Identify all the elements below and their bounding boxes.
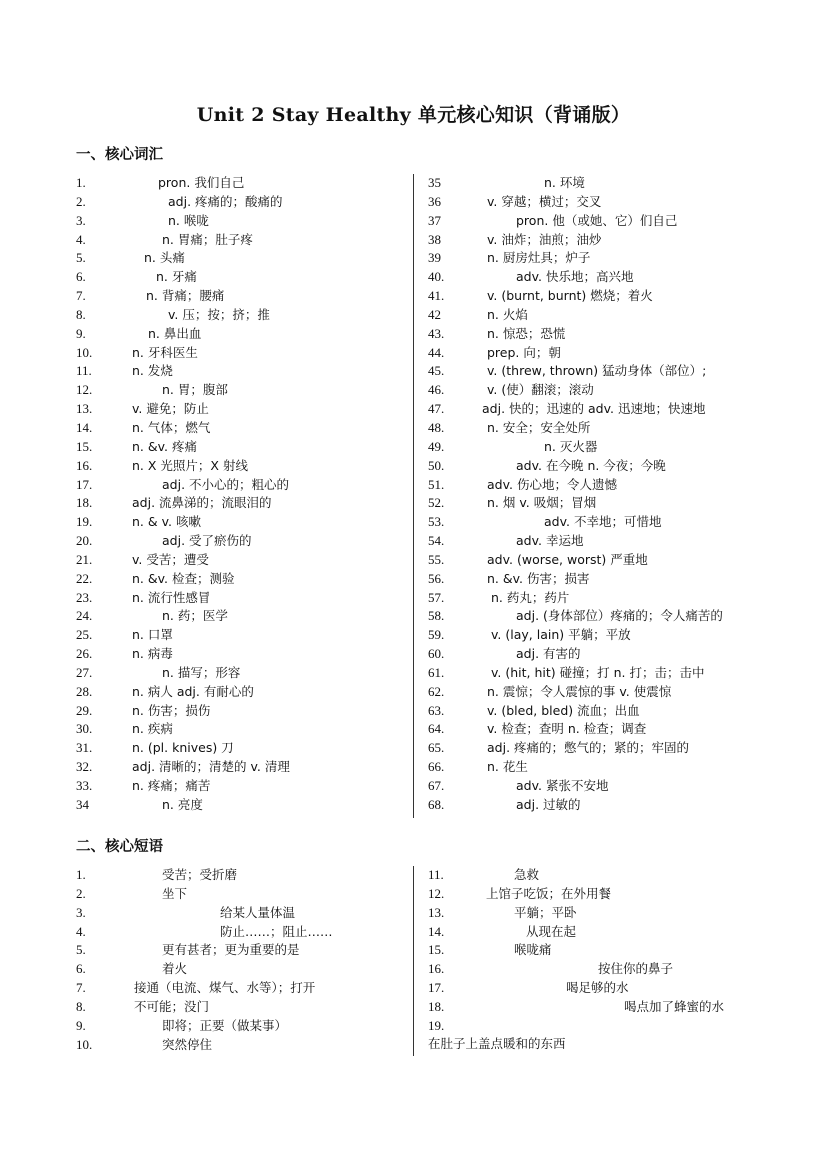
item-number: 13. [428, 904, 445, 920]
list-item [428, 362, 788, 381]
item-number: 18. [428, 998, 445, 1014]
item-number: 3. [76, 904, 86, 920]
item-text: 更有甚者；更为重要的是 [162, 942, 300, 958]
list-item [428, 287, 788, 306]
item-number: 35 [428, 175, 441, 190]
list-item [76, 664, 406, 683]
list-item [76, 362, 406, 381]
item-text: n. 牙痛 [156, 269, 197, 285]
item-text: n. 药丸；药片 [491, 589, 570, 605]
list-item [428, 998, 788, 1017]
item-number: 45. [428, 363, 445, 379]
item-number: 47. [428, 401, 445, 417]
item-text: 从现在起 [526, 923, 577, 939]
list-item [76, 979, 406, 998]
item-text: n. 安全；安全处所 [487, 419, 591, 435]
item-text: 即将；正要（做某事） [162, 1017, 288, 1033]
list-item [76, 904, 406, 923]
item-text: n. 流行性感冒 [132, 589, 211, 605]
item-number: 8. [76, 306, 86, 322]
item-text: n. 震惊；令人震惊的事 v. 使震惊 [487, 683, 672, 699]
list-item [428, 941, 788, 960]
item-text: n. 胃；腹部 [162, 382, 228, 398]
item-text: n. 药；医学 [162, 608, 228, 624]
phrase-list-left [76, 866, 406, 1054]
item-text: n. 疾病 [132, 721, 173, 737]
item-number: 4. [76, 231, 86, 247]
item-text: 按住你的鼻子 [598, 961, 674, 977]
item-number: 5. [76, 942, 86, 958]
list-item [76, 923, 406, 942]
item-text: adj. 流鼻涕的；流眼泪的 [132, 495, 272, 511]
list-item [76, 457, 406, 476]
item-text: 不可能；没门 [134, 998, 210, 1014]
item-number: 18. [76, 495, 93, 511]
item-number: 1. [76, 867, 86, 882]
item-text: 坐下 [162, 885, 188, 901]
item-number: 43. [428, 325, 445, 341]
item-number: 60. [428, 646, 445, 662]
list-item [428, 193, 788, 212]
item-text: 平躺；平卧 [514, 904, 577, 920]
list-item [76, 866, 406, 885]
item-number: 66. [428, 759, 445, 775]
item-number: 34 [76, 796, 89, 812]
item-text: n. 疼痛；痛苦 [132, 778, 211, 793]
item-number: 12. [76, 382, 93, 398]
item-text: v. (lay, lain) 平躺；平放 [491, 627, 631, 643]
item-number: 41. [428, 288, 445, 304]
item-number: 10. [76, 344, 93, 360]
item-text: adv. (worse, worst) 严重地 [487, 551, 648, 567]
item-number: 15. [428, 942, 445, 958]
item-number: 19. [76, 514, 93, 530]
list-item [428, 400, 788, 419]
item-text: v. 检查；查明 n. 检查；调查 [487, 721, 647, 737]
item-number: 63. [428, 702, 445, 718]
item-number: 64. [428, 721, 445, 737]
item-number: 22. [76, 570, 93, 586]
item-number: 21. [76, 551, 93, 567]
list-item [76, 268, 406, 287]
item-text: n. 惊恐；恐慌 [487, 325, 566, 341]
item-number: 49. [428, 438, 445, 454]
item-text: adv. 幸运地 [516, 533, 584, 549]
item-number: 6. [76, 269, 86, 285]
item-number: 23. [76, 589, 93, 605]
item-number: 8. [76, 998, 86, 1014]
item-text: adj. 过敏的 [516, 796, 581, 812]
item-text: 受苦；受折磨 [162, 867, 238, 882]
list-item [428, 758, 788, 777]
list-item [428, 532, 788, 551]
list-item [76, 720, 406, 739]
item-number: 42 [428, 306, 441, 322]
list-item [428, 381, 788, 400]
item-number: 12. [428, 885, 445, 901]
item-number: 48. [428, 419, 445, 435]
list-item [76, 476, 406, 495]
item-text: n. 气体；燃气 [132, 419, 211, 435]
item-text: n. 伤害；损伤 [132, 702, 211, 718]
item-text: 喝足够的水 [566, 980, 629, 996]
item-number: 11. [428, 867, 444, 882]
list-item [76, 758, 406, 777]
item-number: 19. [428, 1017, 445, 1033]
item-text: n. 发烧 [132, 363, 173, 379]
list-item [76, 796, 406, 815]
item-number: 3. [76, 212, 86, 228]
item-text: n. (pl. knives) 刀 [132, 740, 234, 756]
item-number: 53. [428, 514, 445, 530]
item-number: 39 [428, 250, 441, 266]
item-text: n. 牙科医生 [132, 344, 198, 360]
item-text: adj. 疼痛的；酸痛的 [168, 193, 283, 209]
item-number: 25. [76, 627, 93, 643]
list-item [428, 923, 788, 942]
phrase-continuation-text: 在肚子上盖点暖和的东西 [428, 1036, 566, 1051]
item-text: v. 压；按；挤；推 [168, 306, 270, 322]
item-text: 喉咙痛 [514, 942, 552, 958]
item-text: adv. 不幸地；可惜地 [544, 514, 662, 530]
list-item [428, 607, 788, 626]
item-text: 上馆子吃饭；在外用餐 [486, 885, 612, 901]
list-item [76, 212, 406, 231]
item-text: n. 口罩 [132, 627, 173, 643]
item-text: v. 避免；防止 [132, 401, 209, 417]
list-item [428, 1017, 788, 1036]
list-item [428, 720, 788, 739]
list-item [76, 419, 406, 438]
list-item [428, 513, 788, 532]
list-item [428, 212, 788, 231]
item-text: 喝点加了蜂蜜的水 [624, 998, 725, 1014]
item-number: 6. [76, 961, 86, 977]
list-item [76, 607, 406, 626]
item-text: adj. 受了瘀伤的 [162, 533, 252, 549]
list-item [76, 645, 406, 664]
list-item [76, 739, 406, 758]
column-divider-vocabulary [413, 174, 414, 818]
list-item [428, 306, 788, 325]
list-item [428, 904, 788, 923]
item-number: 46. [428, 382, 445, 398]
item-text: n. X 光照片；X 射线 [132, 457, 248, 473]
item-number: 58. [428, 608, 445, 624]
item-text: n. 亮度 [162, 796, 203, 812]
item-number: 10. [76, 1036, 93, 1052]
item-number: 2. [76, 193, 86, 209]
list-item [76, 381, 406, 400]
item-text: n. 烟 v. 吸烟；冒烟 [487, 495, 597, 511]
item-number: 36 [428, 193, 441, 209]
list-item [428, 476, 788, 495]
item-text: v. 受苦；遭受 [132, 551, 209, 567]
item-text: adj. 快的；迅速的 adv. 迅速地；快速地 [482, 401, 706, 417]
item-number: 7. [76, 288, 86, 304]
item-number: 65. [428, 740, 445, 756]
item-text: adj. (身体部位）疼痛的；令人痛苦的 [516, 608, 723, 624]
item-number: 5. [76, 250, 86, 266]
item-number: 7. [76, 980, 86, 996]
item-text: 给某人量体温 [220, 904, 296, 920]
list-item [428, 457, 788, 476]
item-text: adj. 有害的 [516, 646, 581, 662]
list-item [76, 174, 406, 193]
item-number: 30. [76, 721, 93, 737]
list-item [76, 683, 406, 702]
item-text: v. (threw, thrown) 猛动身体（部位）; [487, 363, 707, 379]
item-number: 9. [76, 1017, 86, 1033]
list-item [428, 344, 788, 363]
item-text: n. 鼻出血 [148, 325, 202, 341]
item-text: n. 花生 [487, 759, 528, 775]
item-text: n. &v. 伤害；损害 [487, 570, 590, 586]
list-item [76, 438, 406, 457]
item-number: 56. [428, 570, 445, 586]
item-number: 32. [76, 759, 93, 775]
item-text: v. (burnt, burnt) 燃烧；着火 [487, 288, 653, 304]
list-item [76, 287, 406, 306]
item-number: 52. [428, 495, 445, 511]
list-item [76, 551, 406, 570]
item-text: adv. 在今晚 n. 今夜；今晚 [516, 457, 666, 473]
list-item [428, 960, 788, 979]
list-item [428, 419, 788, 438]
item-number: 31. [76, 740, 93, 756]
list-item [76, 344, 406, 363]
page-title: Unit 2 Stay Healthy 单元核心知识（背诵版） [196, 104, 631, 126]
item-number: 14. [76, 419, 93, 435]
item-number: 37 [428, 212, 441, 228]
item-text: 接通（电流、煤气、水等）；打开 [134, 980, 316, 996]
item-number: 55. [428, 551, 445, 567]
list-item [428, 570, 788, 589]
list-item [428, 231, 788, 250]
item-number: 27. [76, 664, 93, 680]
item-text: n. &v. 检查；测验 [132, 570, 235, 586]
list-item [428, 249, 788, 268]
item-number: 59. [428, 627, 445, 643]
list-item [76, 777, 406, 796]
item-number: 50. [428, 457, 445, 473]
item-number: 54. [428, 533, 445, 549]
item-text: v. 油炸；油煎；油炒 [487, 231, 602, 247]
list-item [76, 626, 406, 645]
item-number: 38 [428, 231, 441, 247]
item-number: 28. [76, 683, 93, 699]
list-item [428, 174, 788, 193]
item-text: n. 火焰 [487, 306, 528, 322]
column-divider-phrases [413, 866, 414, 1056]
list-item [76, 570, 406, 589]
item-text: 防止……；阻止…… [220, 923, 333, 939]
list-item [428, 589, 788, 608]
list-item [428, 979, 788, 998]
list-item [428, 739, 788, 758]
item-number: 2. [76, 885, 86, 901]
vocabulary-list-right [428, 174, 788, 815]
item-number: 17. [76, 476, 93, 492]
list-item [76, 249, 406, 268]
item-number: 68. [428, 796, 445, 812]
list-item [76, 400, 406, 419]
list-item [76, 193, 406, 212]
item-text: n. 背痛；腰痛 [146, 288, 225, 304]
item-number: 51. [428, 476, 445, 492]
section-heading-vocabulary: 一、核心词汇 [76, 147, 163, 163]
list-item [428, 494, 788, 513]
item-text: n. 灭火器 [544, 438, 598, 454]
list-item [76, 513, 406, 532]
list-item [428, 866, 788, 885]
item-text: v. (使）翻滚；滚动 [487, 382, 594, 398]
list-item [428, 664, 788, 683]
item-number: 33. [76, 778, 93, 793]
list-item [76, 306, 406, 325]
list-item [428, 777, 788, 796]
item-text: n. 头痛 [144, 250, 185, 266]
item-text: n. 胃痛；肚子疼 [162, 231, 253, 247]
list-item [76, 885, 406, 904]
item-number: 61. [428, 664, 445, 680]
item-number: 14. [428, 923, 445, 939]
list-item [76, 325, 406, 344]
list-item [428, 626, 788, 645]
item-number: 67. [428, 778, 445, 793]
item-text: n. 环境 [544, 175, 585, 190]
item-number: 15. [76, 438, 93, 454]
item-number: 44. [428, 344, 445, 360]
item-number: 9. [76, 325, 86, 341]
item-text: n. &v. 疼痛 [132, 438, 197, 454]
list-item [76, 589, 406, 608]
item-text: adv. 快乐地；高兴地 [516, 269, 634, 285]
item-number: 13. [76, 401, 93, 417]
item-text: v. 穿越；横过；交叉 [487, 193, 602, 209]
item-text: n. 描写；形容 [162, 664, 241, 680]
item-number: 29. [76, 702, 93, 718]
list-item [76, 231, 406, 250]
list-item [428, 796, 788, 815]
item-number: 57. [428, 589, 445, 605]
list-item [76, 941, 406, 960]
vocabulary-list-left [76, 174, 406, 815]
list-item [76, 1017, 406, 1036]
section-heading-phrases: 二、核心短语 [76, 839, 163, 855]
list-item [428, 551, 788, 570]
item-text: adj. 清晰的；清楚的 v. 清理 [132, 759, 290, 775]
list-item [76, 532, 406, 551]
item-number: 62. [428, 683, 445, 699]
list-item [76, 1036, 406, 1055]
item-number: 16. [76, 457, 93, 473]
item-number: 17. [428, 980, 445, 996]
item-number: 40. [428, 269, 445, 285]
list-item [428, 885, 788, 904]
item-text: pron. 他（或她、它）们自己 [516, 212, 678, 228]
item-number: 4. [76, 923, 86, 939]
item-text: v. (hit, hit) 碰撞；打 n. 打；击；击中 [491, 664, 705, 680]
list-item [428, 438, 788, 457]
item-text: 着火 [162, 961, 188, 977]
item-text: adv. 紧张不安地 [516, 778, 609, 793]
item-text: adv. 伤心地；令人遗憾 [487, 476, 617, 492]
list-item [428, 268, 788, 287]
item-number: 26. [76, 646, 93, 662]
list-item [76, 998, 406, 1017]
item-text: n. 病毒 [132, 646, 173, 662]
item-text: n. 病人 adj. 有耐心的 [132, 683, 254, 699]
item-number: 11. [76, 363, 92, 379]
list-item [76, 960, 406, 979]
item-number: 20. [76, 533, 93, 549]
item-text: 突然停住 [162, 1036, 213, 1052]
item-text: prep. 向；朝 [487, 344, 561, 360]
item-text: adj. 不小心的；粗心的 [162, 476, 290, 492]
phrase-list-right [428, 866, 788, 1036]
item-number: 1. [76, 175, 86, 190]
list-item [428, 702, 788, 721]
item-number: 24. [76, 608, 93, 624]
item-text: n. 厨房灶具；炉子 [487, 250, 591, 266]
item-text: v. (bled, bled) 流血；出血 [487, 702, 640, 718]
item-text: n. 喉咙 [168, 212, 209, 228]
item-number: 16. [428, 961, 445, 977]
list-item [76, 702, 406, 721]
item-text: pron. 我们自己 [158, 175, 245, 190]
list-item [428, 325, 788, 344]
item-text: 急救 [514, 867, 540, 882]
item-text: adj. 疼痛的；憋气的；紧的；牢固的 [487, 740, 690, 756]
list-item [76, 494, 406, 513]
list-item [428, 645, 788, 664]
list-item [428, 683, 788, 702]
item-text: n. & v. 咳嗽 [132, 514, 201, 530]
